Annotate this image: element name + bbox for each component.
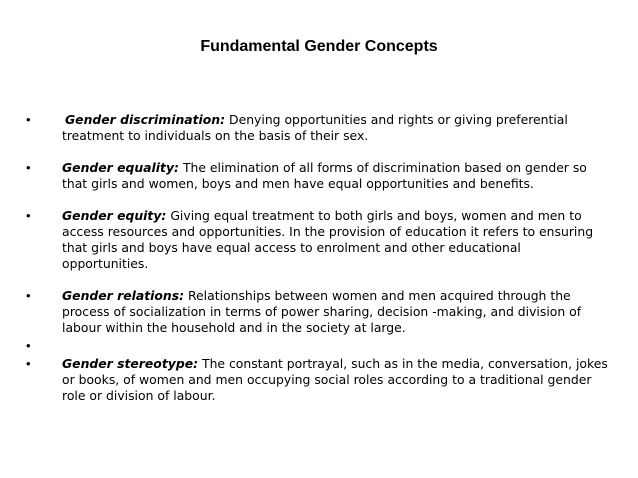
- list-item: [26, 288, 611, 336]
- list-item: [26, 356, 611, 404]
- definition-text: Relationships between women and men acquired through the process of socialization in terms of power sharing, decision -making, and division of labour within the household and in the society at large.: [62, 288, 582, 335]
- definition-text: The constant portrayal, such as in the media, conversation, jokes or books, of women and men occupying social roles according to a traditional gender role or division of labour.: [62, 356, 608, 403]
- definition-text: Giving equal treatment to both girls and boys, women and men to access resources and opportunities. In the provision of education it refers to ensuring that girls and boys have equal access to enrolment and other educational opportunities.: [62, 208, 594, 271]
- term-label: Gender equality:: [62, 160, 179, 175]
- definition-text: Denying opportunities and rights or giving preferential treatment to individuals on the basis of their sex.: [62, 112, 568, 143]
- list-item-empty: [26, 338, 611, 354]
- bullet-list: [26, 112, 611, 420]
- list-item: [26, 160, 611, 192]
- bullet-icon: •: [26, 160, 31, 175]
- bullet-icon: •: [26, 112, 31, 127]
- term-label: Gender discrimination:: [65, 112, 226, 127]
- definition-text: The elimination of all forms of discrimination based on gender so that girls and women, boys and men have equal opportunities and benefits.: [62, 160, 587, 191]
- list-item: [26, 208, 611, 272]
- bullet-icon: •: [26, 288, 31, 303]
- bullet-icon: •: [26, 338, 31, 353]
- list-item: [26, 112, 611, 144]
- term-label: Gender stereotype:: [62, 356, 199, 371]
- term-label: Gender equity:: [62, 208, 167, 223]
- bullet-icon: •: [26, 356, 31, 371]
- slide-title: Fundamental Gender Concepts: [200, 38, 438, 55]
- term-label: Gender relations:: [62, 288, 185, 303]
- bullet-icon: •: [26, 208, 31, 223]
